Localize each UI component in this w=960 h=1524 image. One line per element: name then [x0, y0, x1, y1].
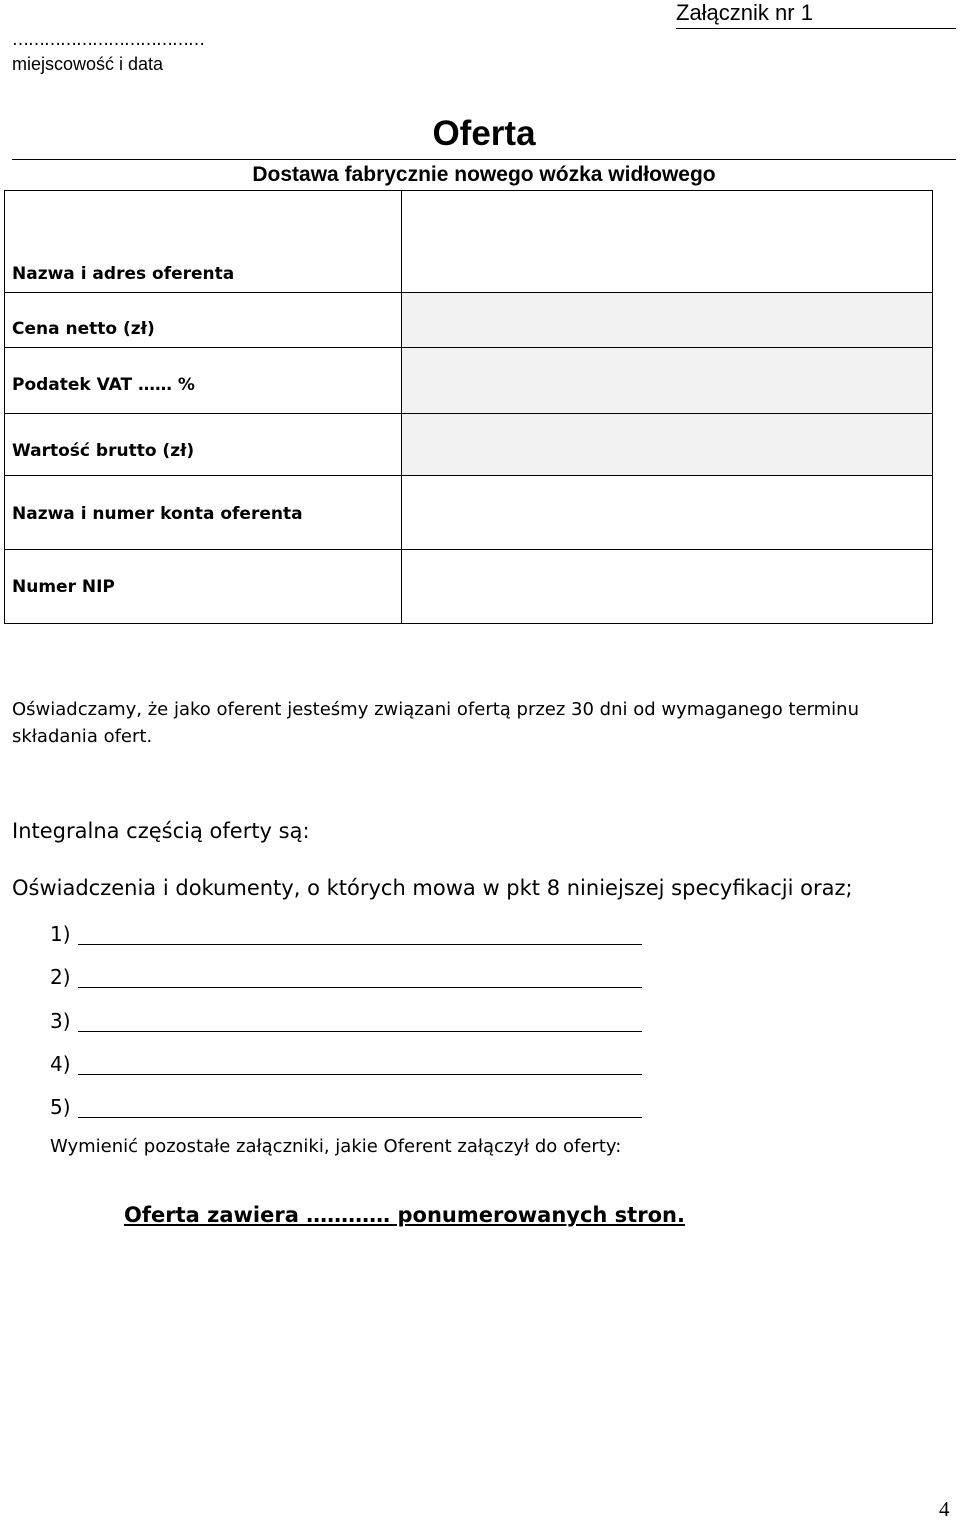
- page-number: 4: [939, 1497, 950, 1521]
- table-row: [5, 348, 933, 414]
- documents-statement: Oświadczenia i dokumenty, o których mowa w pkt 8 niniejszej specyfikacji oraz;: [12, 876, 853, 900]
- binding-statement: Oświadczamy, że jako oferent jesteśmy związani ofertą przez 30 dni od wymaganego terminu składania ofert.: [12, 699, 859, 747]
- item-number: 1): [50, 922, 71, 946]
- fill-line: [78, 944, 642, 945]
- row-label: Nazwa i adres oferenta: [5, 191, 402, 293]
- value-cell-gross-value[interactable]: [402, 414, 933, 476]
- page-subtitle: Dostawa fabrycznie nowego wózka widłowego: [252, 163, 716, 186]
- item-number: 2): [50, 965, 71, 989]
- value-cell-nip[interactable]: [402, 550, 933, 624]
- row-label: Wartość brutto (zł): [5, 414, 402, 476]
- table-row: [5, 476, 933, 550]
- value-cell-net-price[interactable]: [402, 293, 933, 348]
- offer-table: [4, 190, 933, 624]
- place-date-dots: ………………………………: [12, 30, 204, 50]
- table-row: [5, 414, 933, 476]
- row-label: Podatek VAT …… %: [5, 348, 402, 414]
- attachment-line-2[interactable]: [50, 965, 78, 995]
- attachment-line-4[interactable]: [50, 1052, 78, 1082]
- item-number: 3): [50, 1009, 71, 1033]
- place-date-label: miejscowość i data: [12, 54, 164, 74]
- row-label: Numer NIP: [5, 550, 402, 624]
- value-cell-bidder-address[interactable]: [402, 191, 933, 293]
- table-row: [5, 191, 933, 293]
- value-cell-vat[interactable]: [402, 348, 933, 414]
- integral-heading: Integralna częścią oferty są:: [12, 819, 310, 843]
- other-attachments-note: Wymienić pozostałe załączniki, jakie Oferent załączył do oferty:: [50, 1136, 622, 1157]
- annex-label: Załącznik nr 1: [676, 0, 956, 29]
- item-number: 4): [50, 1052, 71, 1076]
- fill-line: [78, 1117, 642, 1118]
- value-cell-bank-account[interactable]: [402, 476, 933, 550]
- fill-line: [78, 987, 642, 988]
- row-label: Nazwa i numer konta oferenta: [5, 476, 402, 550]
- table-row: [5, 550, 933, 624]
- fill-line: [78, 1031, 642, 1032]
- page-title: Oferta: [432, 114, 536, 153]
- attachment-line-3[interactable]: [50, 1009, 78, 1039]
- table-row: [5, 293, 933, 348]
- pages-statement: Oferta zawiera ………… ponumerowanych stron.: [124, 1203, 685, 1227]
- row-label: Cena netto (zł): [5, 293, 402, 348]
- attachment-line-1[interactable]: [50, 922, 78, 952]
- fill-line: [78, 1074, 642, 1075]
- item-number: 5): [50, 1095, 71, 1119]
- attachment-line-5[interactable]: [50, 1095, 78, 1125]
- title-rule: [12, 114, 956, 160]
